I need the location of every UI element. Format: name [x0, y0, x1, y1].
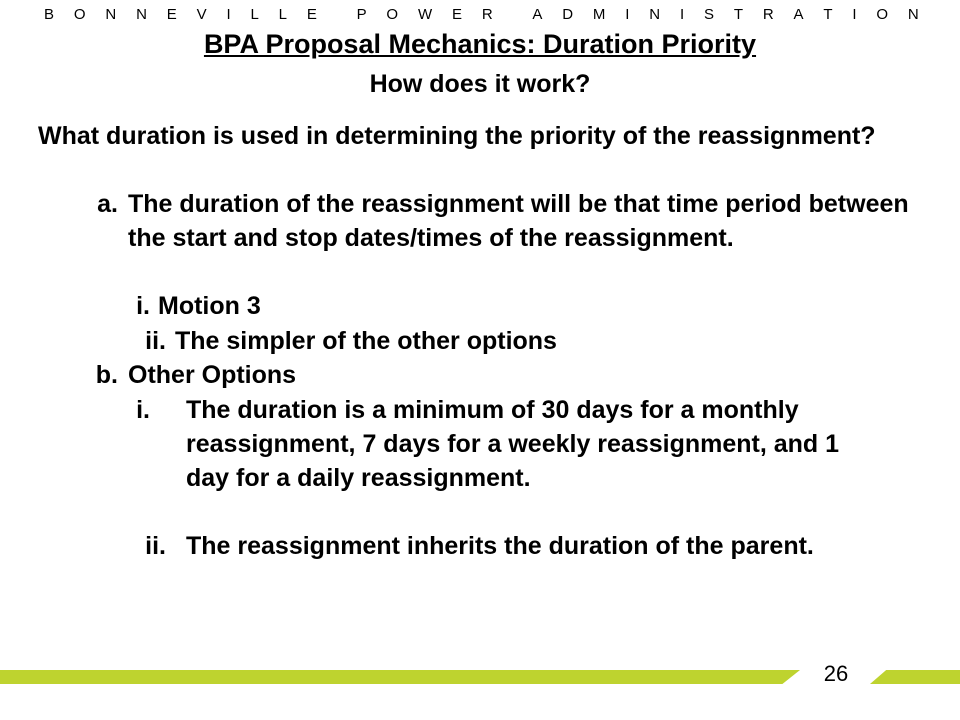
letterhead-letter: I — [679, 6, 685, 23]
letterhead-letter: R — [762, 6, 774, 23]
letterhead-letter: T — [733, 6, 743, 23]
list-item-text: Motion 3 — [158, 292, 261, 320]
list-marker: i. — [136, 396, 150, 424]
list-marker: ii. — [145, 532, 166, 560]
letterhead-letter: S — [703, 6, 714, 23]
list-marker: i. — [136, 292, 150, 320]
footer-accent-bar — [0, 670, 800, 684]
page-number: 26 — [823, 661, 849, 686]
list-marker: ii. — [145, 327, 166, 355]
letterhead-letter: M — [592, 6, 606, 23]
letterhead-letter: I — [226, 6, 231, 23]
letterhead-letter: I — [625, 6, 630, 23]
letterhead-letter: N — [136, 6, 147, 23]
list-item-text: The reassignment inherits the duration of the parent. — [186, 532, 814, 560]
letterhead-letter: W — [417, 6, 433, 23]
slide-subtitle: How does it work? — [369, 70, 591, 98]
letterhead-letter: A — [532, 6, 543, 23]
list-marker: a. — [97, 190, 118, 218]
list-item-a-i — [120, 289, 680, 323]
list-item-text: The duration is a minimum of 30 days for a monthly reassignment, 7 days for a weekly reassignment, and 1 day for a daily reassignment. — [186, 396, 840, 492]
letterhead-letter: N — [907, 6, 919, 23]
letterhead-letter: O — [876, 6, 889, 23]
letterhead-letter: T — [823, 6, 833, 23]
letterhead-letter: O — [73, 6, 86, 23]
footer-accent-bar — [870, 670, 960, 684]
letterhead — [0, 6, 960, 23]
list-item-b-i — [120, 393, 860, 495]
letterhead-letter: B — [44, 6, 55, 23]
letterhead-letter: E — [166, 6, 177, 23]
list-item-b-ii — [120, 529, 900, 563]
list-item-text: Other Options — [128, 361, 297, 389]
letterhead-letter: D — [562, 6, 574, 23]
letterhead-letter: E — [306, 6, 317, 23]
letterhead-letter: L — [278, 6, 288, 23]
letterhead-letter: E — [451, 6, 462, 23]
list-item-text: The simpler of the other options — [175, 327, 557, 355]
letterhead-letter: P — [356, 6, 367, 23]
letterhead-letter: L — [250, 6, 259, 23]
letterhead-letter: N — [649, 6, 661, 23]
list-item-a — [85, 187, 930, 255]
list-item-text: The duration of the reassignment will be that time period between the start and stop dates/times of the reassignment. — [128, 190, 909, 252]
letterhead-letter: I — [852, 6, 857, 23]
slide-title: BPA Proposal Mechanics: Duration Priority — [203, 29, 757, 59]
letterhead-letter: N — [105, 6, 117, 23]
list-marker: b. — [95, 361, 118, 389]
question-text: What duration is used in determining the priority of the reassignment? — [38, 122, 876, 150]
letterhead-letter: R — [481, 6, 493, 23]
list-item-a-ii — [120, 324, 700, 358]
letterhead-letter: O — [386, 6, 399, 23]
letterhead-letter: V — [196, 6, 207, 23]
list-item-b — [85, 358, 485, 392]
letterhead-letter: A — [793, 6, 804, 23]
